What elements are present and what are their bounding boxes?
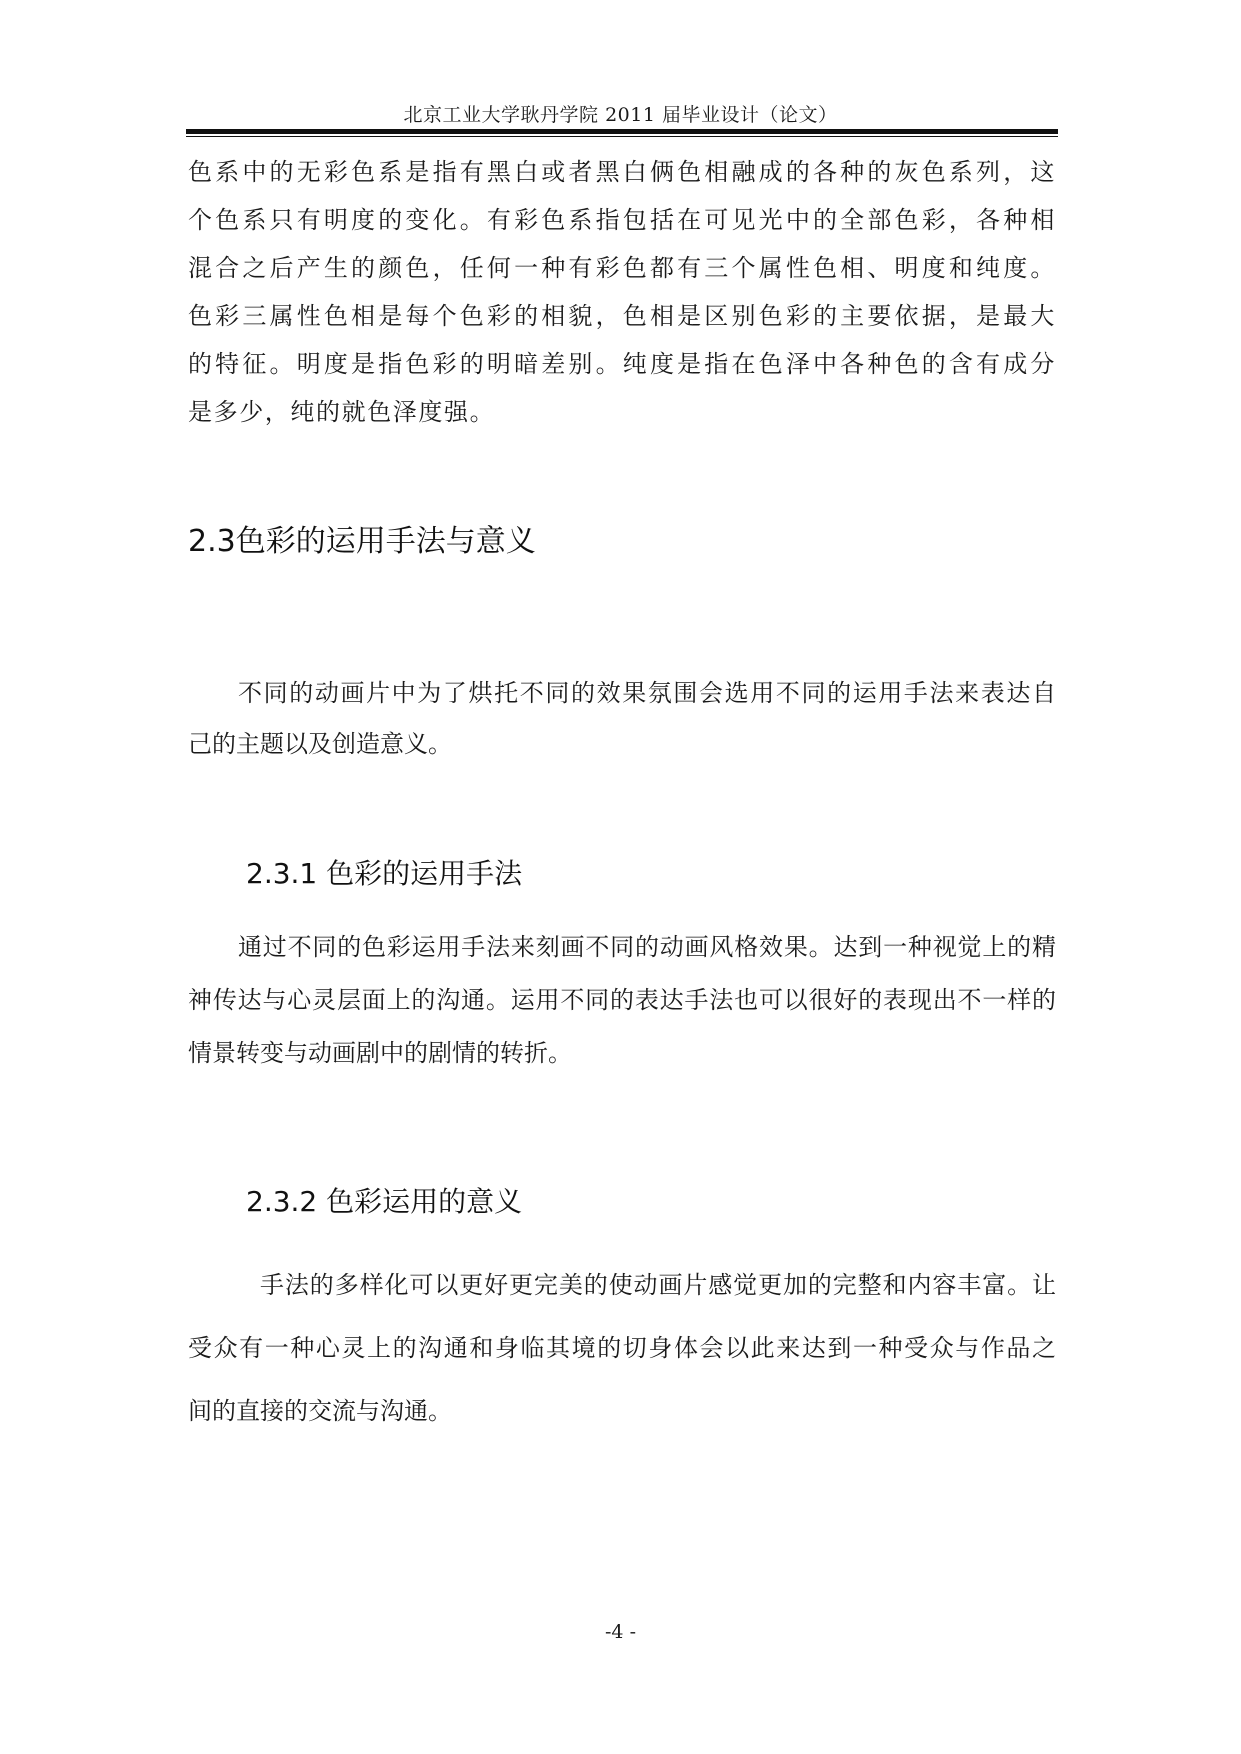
text-line: 受众有一种心灵上的沟通和身临其境的切身体会以此来达到一种受众与作品之 [188,1334,1056,1362]
text-line: 情景转变与动画剧中的剧情的转折。 [188,1039,572,1067]
text-line: 不同的动画片中为了烘托不同的效果氛围会选用不同的运用手法来表达自 [238,679,1056,707]
text-line: 通过不同的色彩运用手法来刻画不同的动画风格效果。达到一种视觉上的精 [238,933,1056,961]
text-line: 间的直接的交流与沟通。 [188,1397,452,1425]
text-line: 混合之后产生的颜色，任何一种有彩色都有三个属性色相、明度和纯度。 [188,254,1056,282]
text-line: 色彩三属性色相是每个色彩的相貌，色相是区别色彩的主要依据，是最大 [188,302,1056,330]
section-heading-2-3-1: 2.3.1 色彩的运用手法 [246,857,523,890]
text-line: 个色系只有明度的变化。有彩色系指包括在可见光中的全部色彩，各种相 [188,206,1056,234]
header-rule-thin [186,136,1058,137]
header-rule-thick [186,129,1058,134]
section-2-3-paragraph [188,668,1056,770]
text-line: 是多少，纯的就色泽度强。 [188,398,496,426]
section-2-3-2-paragraph [188,1254,1056,1443]
intro-paragraph [188,148,1056,436]
text-line: 神传达与心灵层面上的沟通。运用不同的表达手法也可以很好的表现出不一样的 [188,986,1056,1014]
text-line: 色系中的无彩色系是指有黑白或者黑白俩色相融成的各种的灰色系列，这 [188,158,1056,186]
section-heading-2-3-2: 2.3.2 色彩运用的意义 [246,1185,523,1218]
section-2-3-1-paragraph [188,921,1056,1080]
running-header: 北京工业大学耿丹学院 2011 届毕业设计（论文） [403,104,838,126]
text-line: 己的主题以及创造意义。 [188,730,452,758]
text-line: 的特征。明度是指色彩的明暗差别。纯度是指在色泽中各种色的含有成分 [188,350,1056,378]
section-heading-2-3: 2.3色彩的运用手法与意义 [188,524,536,559]
text-line: 手法的多样化可以更好更完美的使动画片感觉更加的完整和内容丰富。让 [260,1271,1056,1299]
page-number: -4 - [605,1621,636,1643]
